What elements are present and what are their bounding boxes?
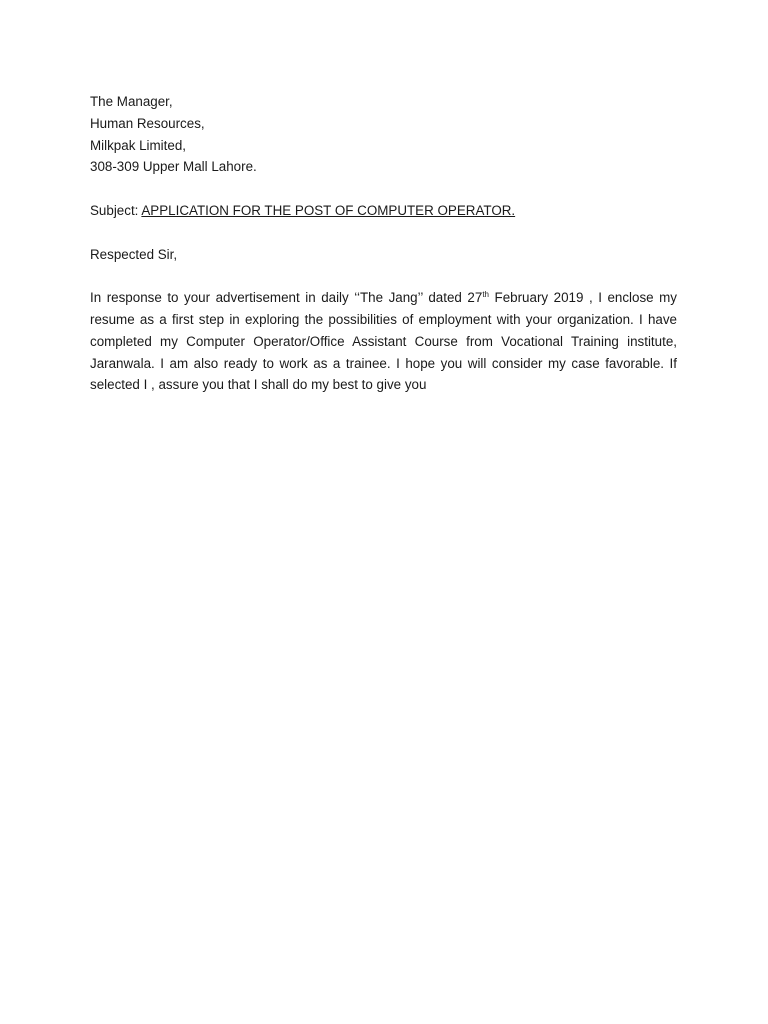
- subject-line: [90, 200, 677, 222]
- body-text-part1: In response to your advertisement in daily ‘‘The Jang’’ dated 27: [90, 290, 483, 306]
- recipient-street: 308-309 Upper Mall Lahore.: [90, 159, 257, 175]
- subject-text: APPLICATION FOR THE POST OF COMPUTER OPERATOR.: [141, 202, 516, 218]
- letter-body: [90, 91, 677, 396]
- subject-label: Subject:: [90, 202, 142, 218]
- body-paragraph: [90, 287, 677, 396]
- recipient-address: [90, 91, 677, 178]
- recipient-department: Human Resources,: [90, 115, 205, 131]
- recipient-company: Milkpak Limited,: [90, 137, 186, 153]
- date-superscript: th: [482, 290, 489, 300]
- body-text-part2: February 2019 , I enclose my resume as a first step in exploring the possibilities of employment with your organization. I have completed my Computer Operator/Office Assistant Course from Vocational Training institute, Jaranwala. I am also ready to work as a trainee. I hope you will consider my case favorable. If selected I , assure you that I shall do my best to give you: [90, 290, 677, 393]
- salutation: Respected Sir,: [90, 246, 178, 262]
- recipient-title: The Manager,: [90, 94, 173, 109]
